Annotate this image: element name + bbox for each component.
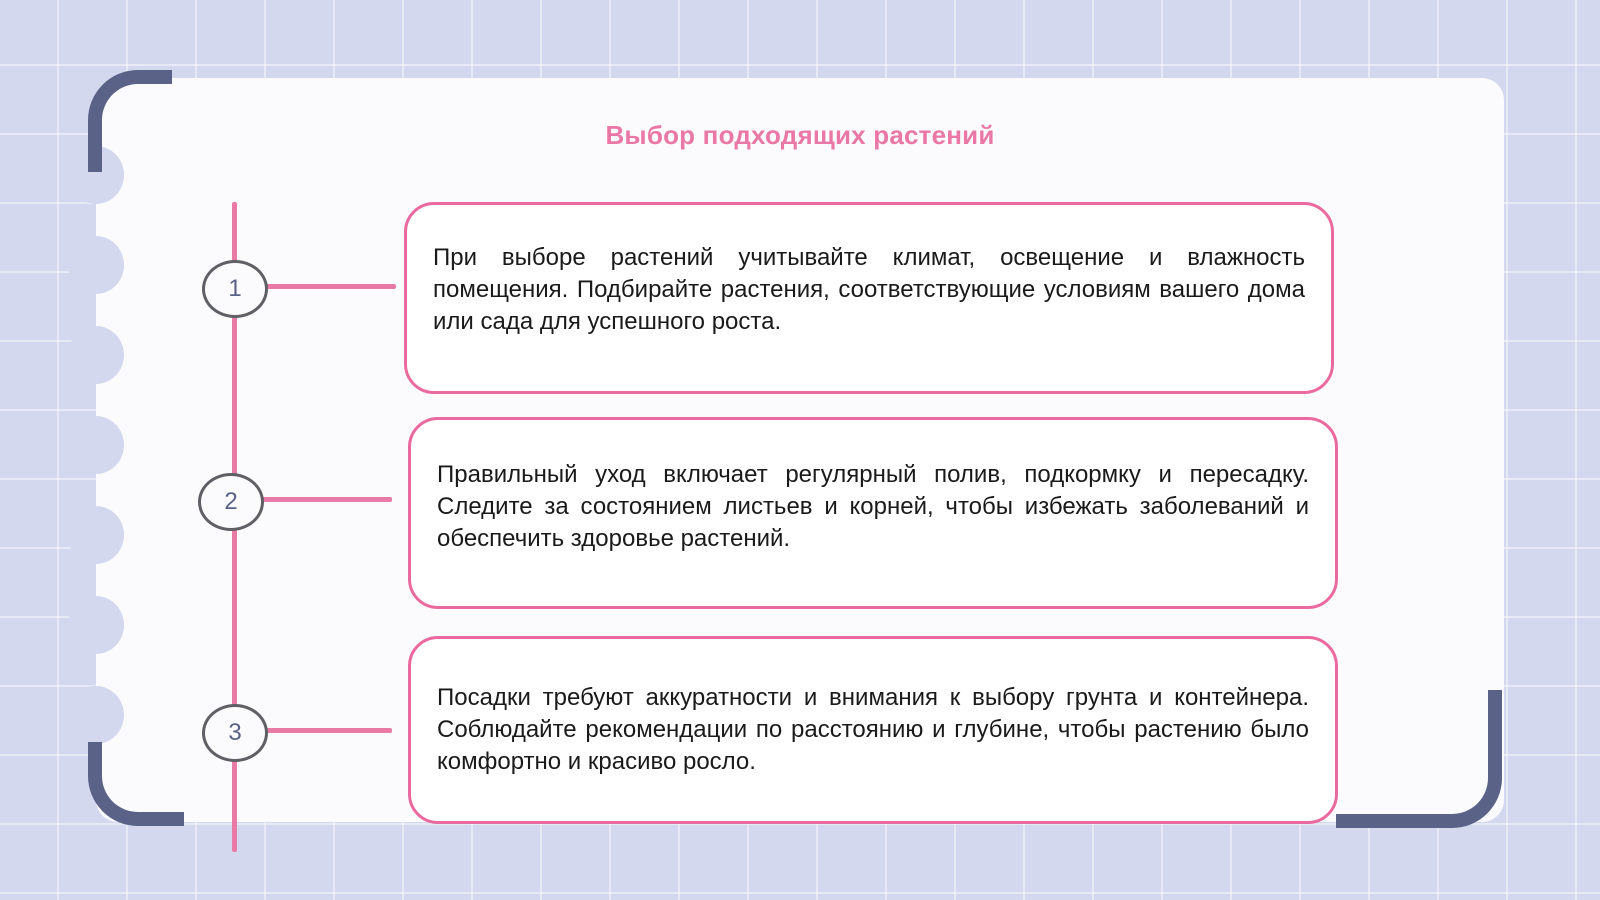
sheet-notch <box>68 326 124 384</box>
step-text-1: При выборе растений учитывайте климат, освещение и влажность помещения. Подбирайте растения, соответствующие условиям вашего дома или сада для успешного роста. <box>433 244 1305 335</box>
connector-3 <box>266 728 392 733</box>
step-text-3: Посадки требуют аккуратности и внимания к выбору грунта и контейнера. Соблюдайте рекомендации по расстоянию и глубине, чтобы растению было комфортно и красиво росло. <box>437 684 1309 775</box>
step-card-2 <box>408 417 1338 609</box>
sheet-notch <box>68 596 124 654</box>
sheet-notch <box>68 686 124 744</box>
connector-2 <box>262 497 392 502</box>
step-number-2: 2 <box>198 473 264 531</box>
step-number-1: 1 <box>202 260 268 318</box>
slide-title: Выбор подходящих растений <box>605 120 995 150</box>
step-text-2: Правильный уход включает регулярный полив, подкормку и пересадку. Следите за состоянием листьев и корней, чтобы избежать заболеваний и обеспечить здоровье растений. <box>437 461 1309 552</box>
step-number-3: 3 <box>202 704 268 762</box>
sheet-notch <box>68 506 124 564</box>
corner-bracket-bottom-right <box>1336 690 1502 828</box>
connector-1 <box>266 284 396 289</box>
sheet-notch <box>68 236 124 294</box>
step-card-3 <box>408 636 1338 824</box>
step-card-1 <box>404 202 1334 394</box>
sheet-notch <box>68 416 124 474</box>
